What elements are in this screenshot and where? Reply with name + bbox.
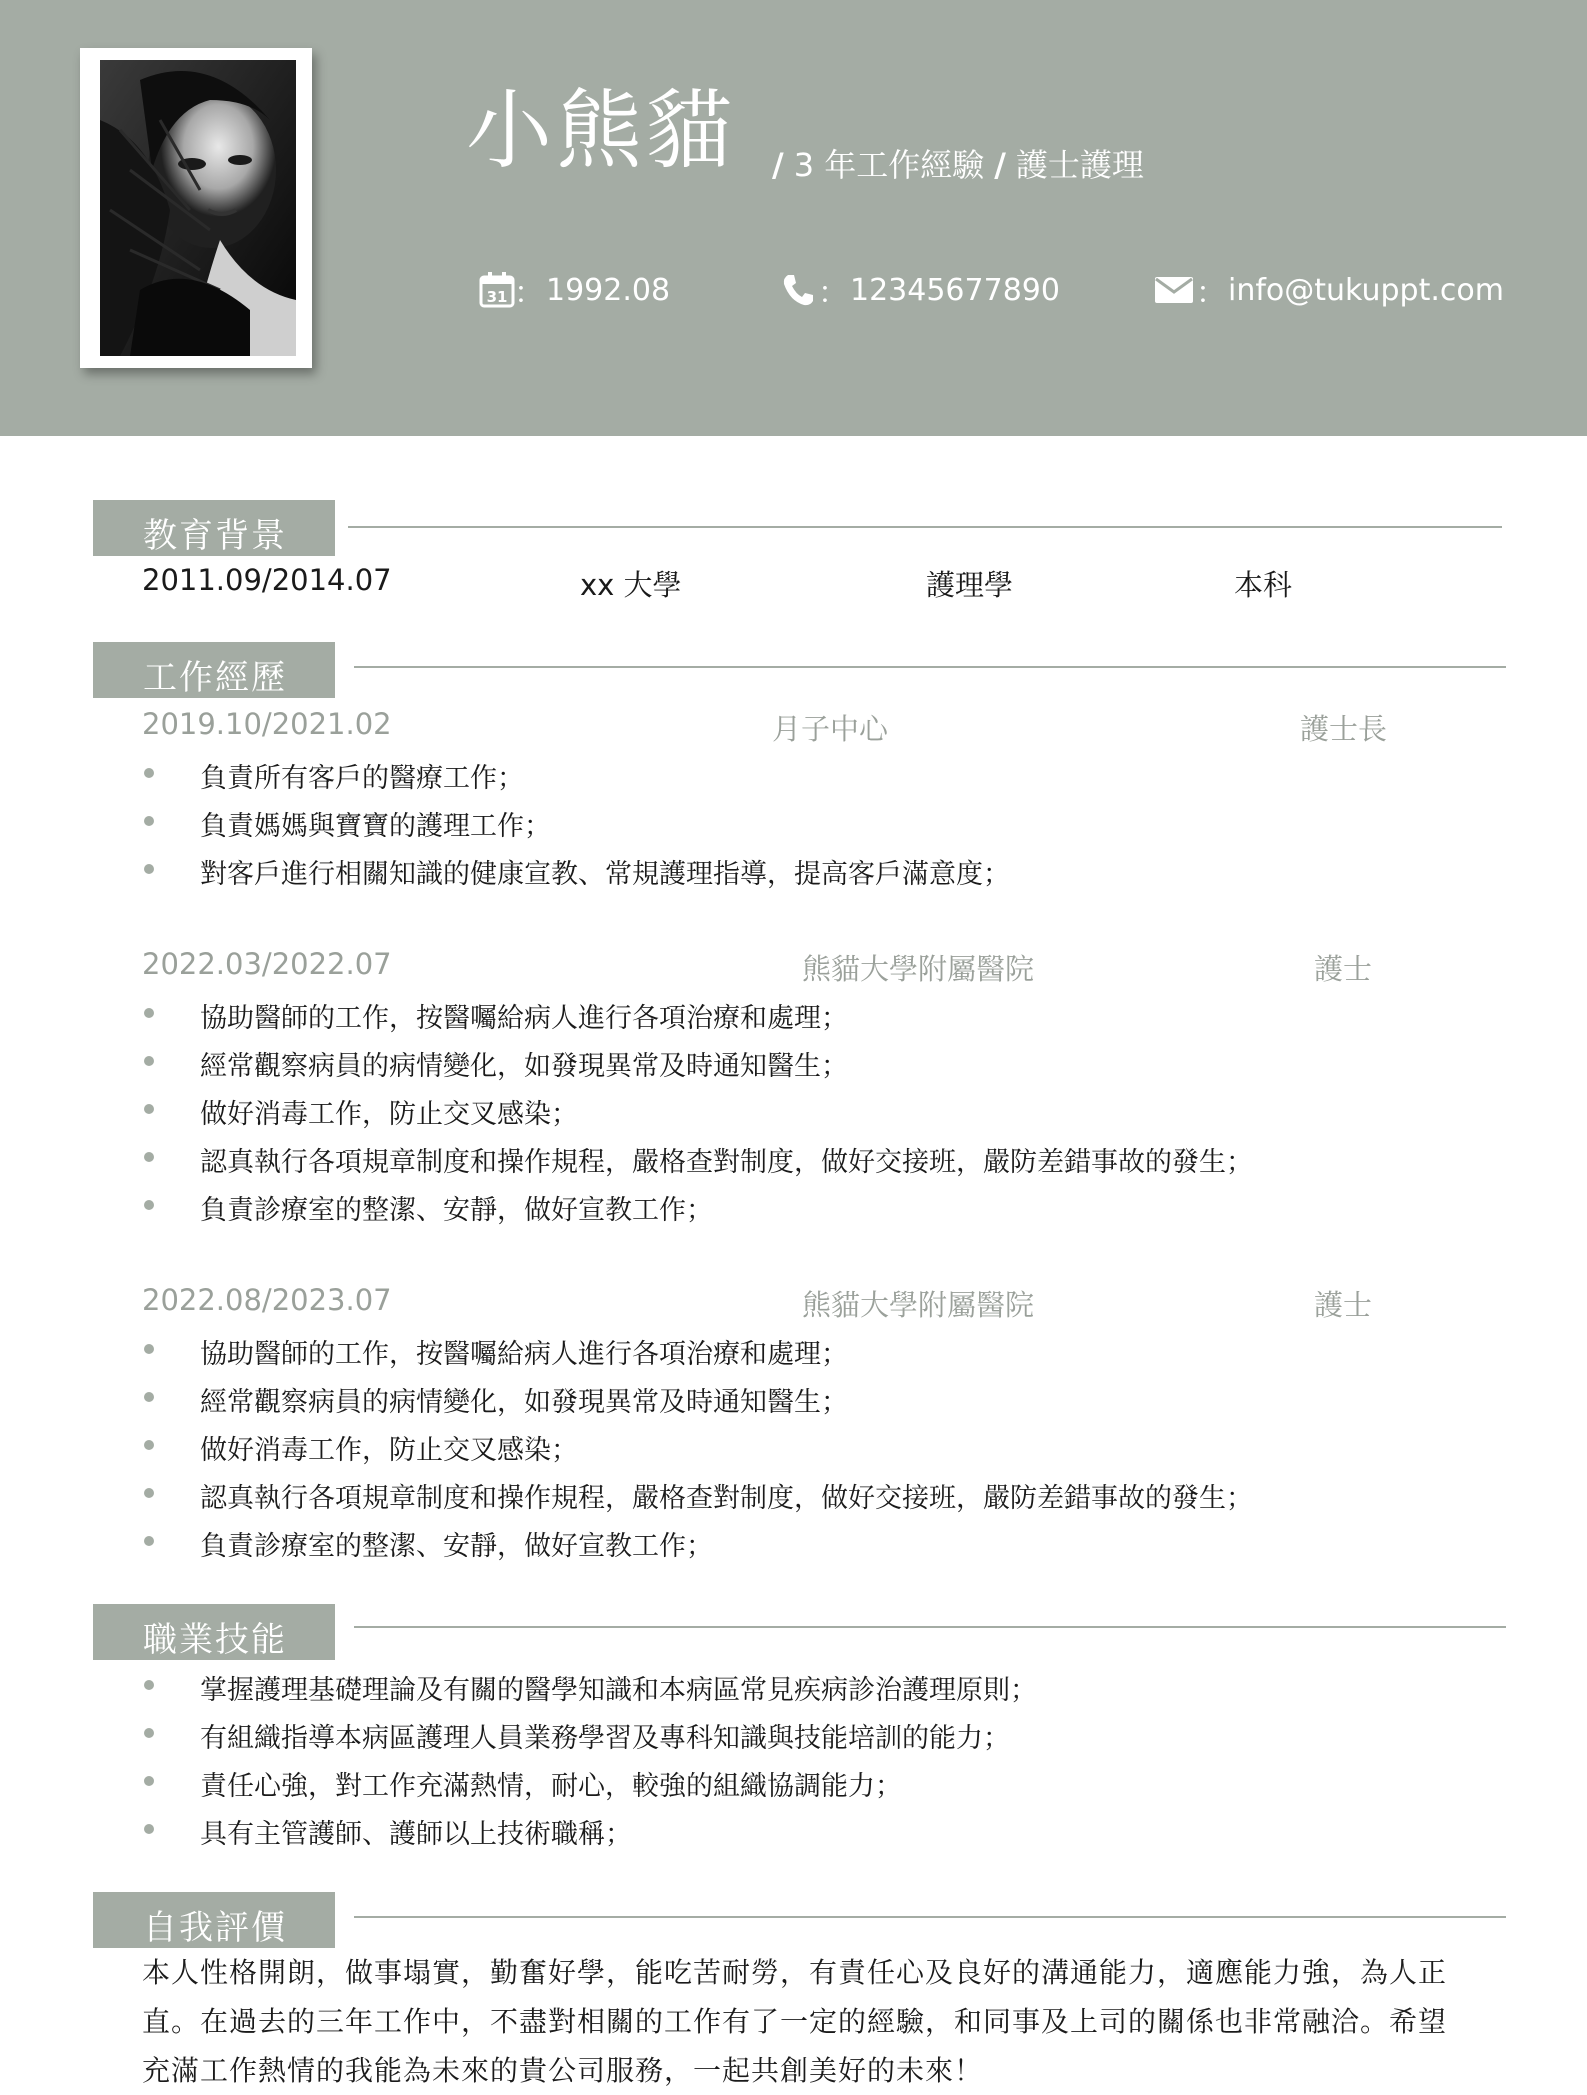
profile-photo-frame bbox=[80, 48, 312, 368]
experience-years: 3 年工作經驗 bbox=[793, 146, 985, 184]
skill-text: 掌握護理基礎理論及有關的醫學知識和本病區常見疾病診治護理原則； bbox=[200, 1675, 1037, 1706]
bullet-dot bbox=[144, 1200, 154, 1210]
phone-contact bbox=[780, 268, 1060, 312]
envelope-icon bbox=[1154, 275, 1194, 305]
colon-label: ： bbox=[514, 276, 544, 311]
portrait-image bbox=[100, 60, 296, 356]
bullet-dot bbox=[144, 1680, 154, 1690]
job-role: 護士長 bbox=[1300, 712, 1388, 746]
profile-photo bbox=[100, 60, 296, 356]
section-divider bbox=[348, 526, 1502, 528]
bullet-dot bbox=[144, 1824, 154, 1834]
bullet-dot bbox=[144, 1440, 154, 1450]
self-evaluation-text: 本人性格開朗，做事塌實，勤奮好學，能吃苦耐勞，有責任心及良好的溝通能力，適應能力強，為人正直。在過去的三年工作中，不盡對相關的工作有了一定的經驗，和同事及上司的關係也非常融洽。希望充滿工作熱情的我能為未來的貴公司服務，一起共創美好的未來！ bbox=[142, 1956, 1448, 2087]
skill-text: 責任心強，對工作充滿熱情，耐心，較強的組織協調能力； bbox=[200, 1771, 902, 1802]
job-role: 護士 bbox=[1314, 952, 1373, 986]
calendar-icon bbox=[478, 271, 516, 309]
section-divider bbox=[354, 1916, 1506, 1918]
duty-text: 協助醫師的工作，按醫囑給病人進行各項治療和處理； bbox=[200, 1339, 848, 1370]
bullet-dot bbox=[144, 1152, 154, 1162]
section-divider bbox=[354, 666, 1506, 668]
duty-text: 對客戶進行相關知識的健康宣教、常規護理指導，提高客戶滿意度； bbox=[200, 859, 1010, 890]
duty-text: 負責診療室的整潔、安靜，做好宣教工作； bbox=[200, 1195, 713, 1226]
duty-text: 認真執行各項規章制度和操作規程，嚴格查對制度，做好交接班，嚴防差錯事故的發生； bbox=[200, 1147, 1253, 1178]
skill-text: 有組織指導本病區護理人員業務學習及專科知識與技能培訓的能力； bbox=[200, 1723, 1010, 1754]
section-header-self-evaluation bbox=[93, 1892, 335, 1948]
section-divider bbox=[354, 1626, 1506, 1628]
colon-label: ： bbox=[1196, 276, 1226, 311]
duty-text: 經常觀察病員的病情變化，如發現異常及時通知醫生； bbox=[200, 1051, 848, 1082]
duty-text: 協助醫師的工作，按醫囑給病人進行各項治療和處理； bbox=[200, 1003, 848, 1034]
duty-text: 負責診療室的整潔、安靜，做好宣教工作； bbox=[200, 1531, 713, 1562]
section-title: 工作經歷 bbox=[143, 658, 287, 698]
section-header-skills bbox=[93, 1604, 335, 1660]
bullet-dot bbox=[144, 1536, 154, 1546]
job-company: 熊貓大學附屬醫院 bbox=[802, 1288, 1035, 1322]
bullet-dot bbox=[144, 1728, 154, 1738]
colon-label: ： bbox=[818, 276, 848, 311]
duty-text: 認真執行各項規章制度和操作規程，嚴格查對制度，做好交接班，嚴防差錯事故的發生； bbox=[200, 1483, 1253, 1514]
bullet-dot bbox=[144, 1392, 154, 1402]
section-header-work bbox=[93, 642, 335, 698]
section-title: 自我評價 bbox=[143, 1908, 287, 1948]
duty-text: 做好消毒工作，防止交叉感染； bbox=[200, 1435, 578, 1466]
birth-date: 1992.08 bbox=[546, 272, 671, 308]
candidate-name: 小熊貓 bbox=[466, 81, 736, 181]
subtitle-separator: / bbox=[772, 146, 784, 184]
section-title: 教育背景 bbox=[143, 516, 287, 556]
duty-text: 經常觀察病員的病情變化，如發現異常及時通知醫生； bbox=[200, 1387, 848, 1418]
job-position: 護士護理 bbox=[1015, 146, 1144, 184]
section-header-education bbox=[93, 500, 335, 556]
email-contact bbox=[1154, 268, 1504, 312]
bullet-dot bbox=[144, 1344, 154, 1354]
calendar-day-label: 31 bbox=[486, 288, 508, 306]
bullet-dot bbox=[144, 768, 154, 778]
education-period: 2011.09/2014.07 bbox=[142, 563, 392, 597]
job-company: 月子中心 bbox=[772, 712, 889, 746]
subtitle-separator: / bbox=[994, 146, 1006, 184]
section-title: 職業技能 bbox=[143, 1620, 287, 1660]
bullet-dot bbox=[144, 1104, 154, 1114]
phone-icon bbox=[780, 272, 816, 308]
skill-text: 具有主管護師、護師以上技術職稱； bbox=[200, 1819, 632, 1850]
email-address: info@tukuppt.com bbox=[1228, 272, 1504, 308]
education-degree: 本科 bbox=[1234, 568, 1293, 602]
bullet-dot bbox=[144, 816, 154, 826]
duty-text: 負責所有客戶的醫療工作； bbox=[200, 763, 524, 794]
job-period: 2022.08/2023.07 bbox=[142, 1283, 392, 1317]
header-banner bbox=[0, 0, 1587, 436]
education-major: 護理學 bbox=[926, 568, 1014, 602]
bullet-dot bbox=[144, 1488, 154, 1498]
job-period: 2019.10/2021.02 bbox=[142, 707, 392, 741]
birth-date-contact bbox=[478, 268, 670, 312]
phone-number: 12345677890 bbox=[850, 272, 1060, 308]
job-period: 2022.03/2022.07 bbox=[142, 947, 392, 981]
job-company: 熊貓大學附屬醫院 bbox=[802, 952, 1035, 986]
bullet-dot bbox=[144, 864, 154, 874]
bullet-dot bbox=[144, 1008, 154, 1018]
duty-text: 做好消毒工作，防止交叉感染； bbox=[200, 1099, 578, 1130]
education-school: xx 大學 bbox=[580, 568, 682, 602]
bullet-dot bbox=[144, 1776, 154, 1786]
bullet-dot bbox=[144, 1056, 154, 1066]
job-role: 護士 bbox=[1314, 1288, 1373, 1322]
duty-text: 負責媽媽與寶寶的護理工作； bbox=[200, 811, 551, 842]
candidate-subtitle bbox=[762, 140, 1144, 186]
